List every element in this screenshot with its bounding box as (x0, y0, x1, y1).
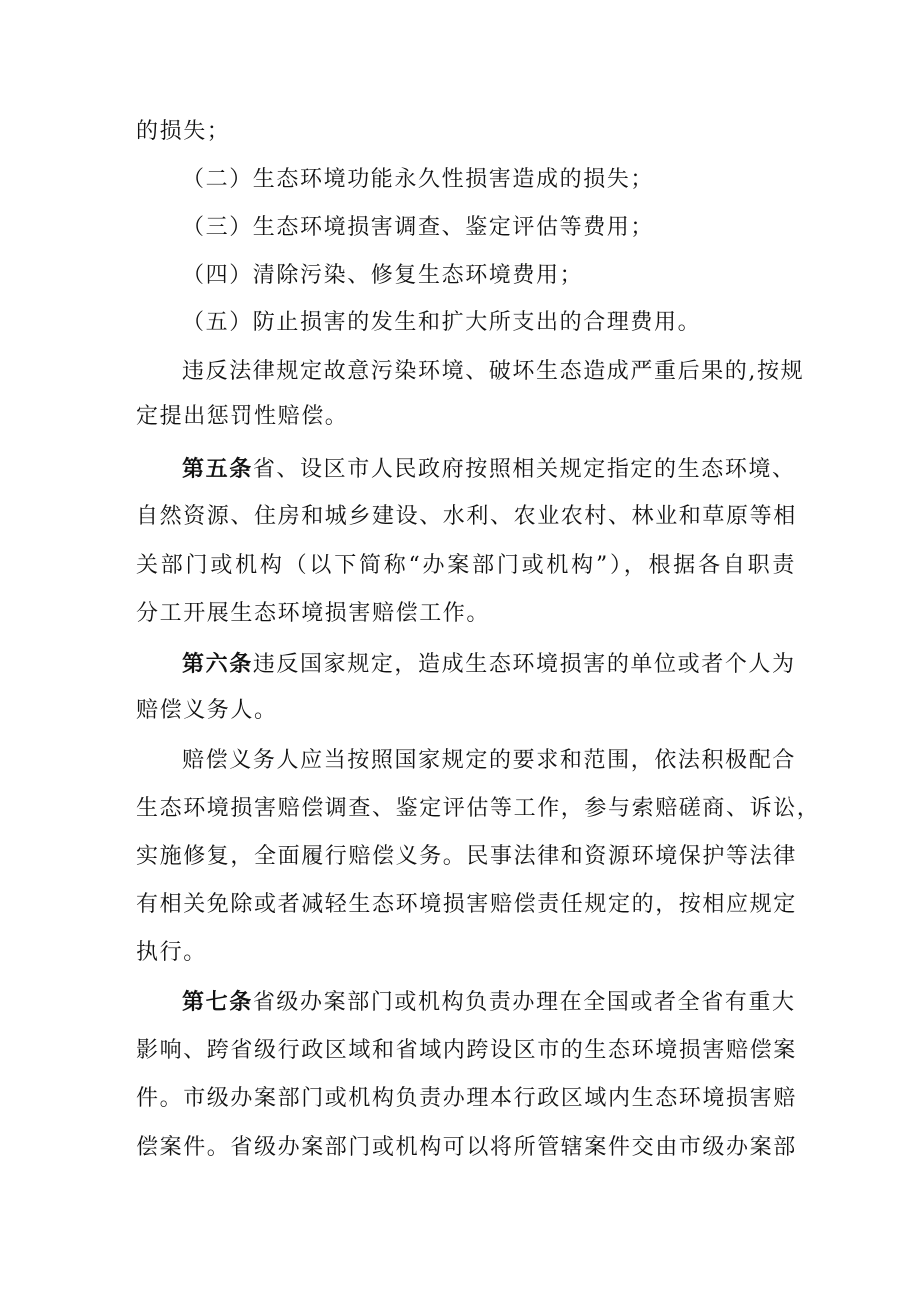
paragraph-line: 自然资源、住房和城乡建设、水利、农业农村、林业和草原等相 (136, 504, 797, 529)
text-line: 的损失； (136, 119, 231, 144)
paragraph-line: 关部门或机构（以下简称“办案部门或机构”），根据各自职责 (136, 553, 796, 578)
list-item-3: （三）生态环境损害调查、鉴定评估等费用； (182, 215, 655, 240)
article-5-text: 省、设区市人民政府按照相关规定指定的生态环境、 (252, 457, 796, 482)
paragraph-line: 有相关免除或者减轻生态环境损害赔偿责任规定的，按相应规定 (136, 892, 797, 917)
paragraph-line: 影响、跨省级行政区域和省域内跨设区市的生态环境损害赔偿案 (136, 1038, 797, 1063)
article-7-text: 省级办案部门或机构负责办理在全国或者全省有重大 (252, 990, 796, 1015)
paragraph-line: 赔偿义务人应当按照国家规定的要求和范围，依法积极配合 (182, 748, 796, 773)
list-item-5: （五）防止损害的发生和扩大所支出的合理费用。 (182, 310, 702, 335)
article-7-heading: 第七条 (182, 990, 253, 1015)
paragraph-line: 生态环境损害赔偿调查、鉴定评估等工作，参与索赔磋商、诉讼， (136, 796, 821, 821)
article-5-first-line (182, 450, 842, 490)
paragraph-line: 执行。 (136, 940, 207, 965)
paragraph-line: 分工开展生态环境损害赔偿工作。 (136, 601, 491, 626)
paragraph-line: 违反法律规定故意污染环境、破坏生态造成严重后果的,按规 (182, 359, 805, 384)
article-5-heading: 第五条 (182, 457, 253, 482)
paragraph-line: 定提出惩罚性赔偿。 (136, 404, 349, 429)
list-item-4: （四）清除污染、修复生态环境费用； (182, 263, 584, 288)
list-item-2: （二）生态环境功能永久性损害造成的损失； (182, 167, 655, 192)
paragraph-line: 赔偿义务人。 (136, 698, 278, 723)
article-6-heading: 第六条 (182, 652, 253, 677)
article-6-first-line (182, 645, 842, 685)
paragraph-line: 实施修复，全面履行赔偿义务。民事法律和资源环境保护等法律 (136, 844, 797, 869)
paragraph-line: 件。市级办案部门或机构负责办理本行政区域内生态环境损害赔 (136, 1086, 797, 1111)
article-7-first-line (182, 983, 842, 1023)
article-6-text: 违反国家规定，造成生态环境损害的单位或者个人为 (252, 652, 796, 677)
paragraph-line: 偿案件。省级办案部门或机构可以将所管辖案件交由市级办案部 (136, 1135, 797, 1160)
